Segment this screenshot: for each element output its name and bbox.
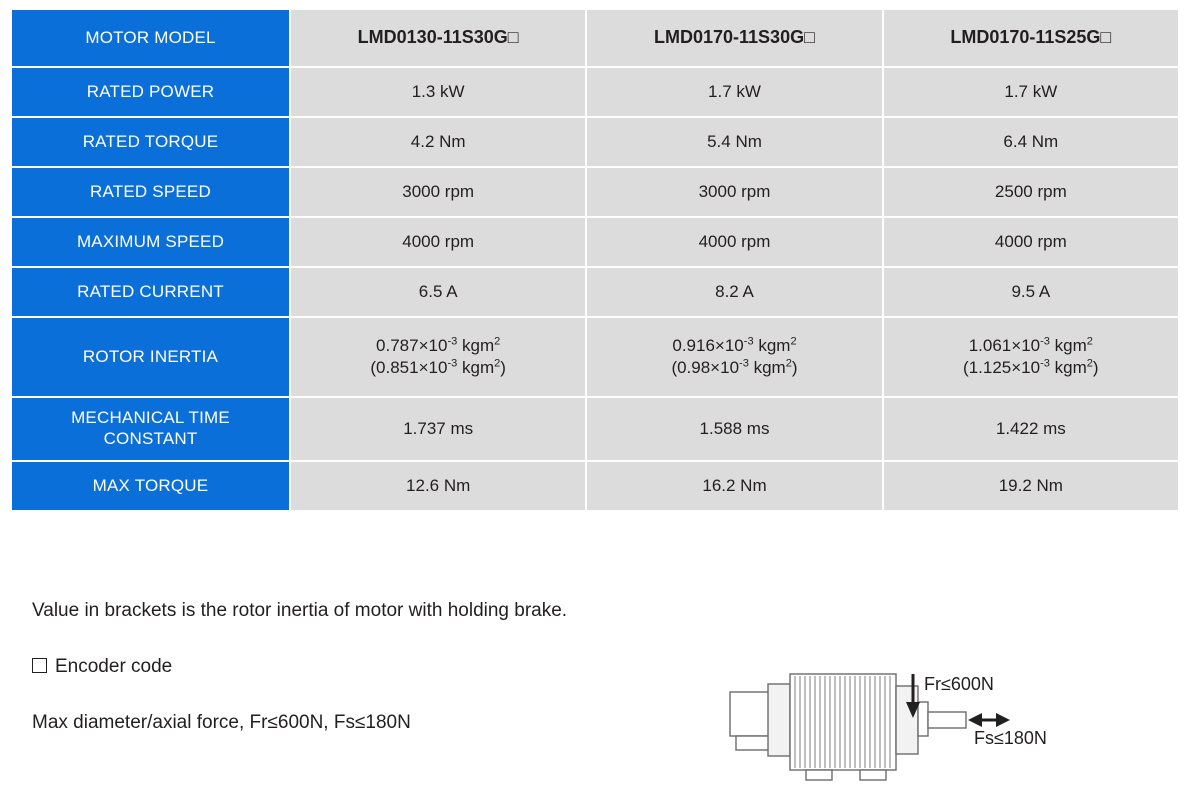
rotor-inertia-value-2: $0.916\times 10^{-3}$ kgm$^2$ bbox=[672, 335, 797, 355]
cell-rotor-inertia-1 bbox=[291, 318, 585, 396]
table-row bbox=[12, 118, 1178, 166]
cell-rated-speed-1: 3000 rpm bbox=[291, 168, 585, 216]
row-label-maximum-speed: MAXIMUM SPEED bbox=[12, 218, 289, 266]
row-label-rated-current: RATED CURRENT bbox=[12, 268, 289, 316]
cell-mechanical-time-3: 1.422 ms bbox=[884, 398, 1178, 460]
cell-maximum-speed-1: 4000 rpm bbox=[291, 218, 585, 266]
cell-rated-speed-2: 3000 rpm bbox=[587, 168, 881, 216]
square-placeholder-icon bbox=[32, 658, 47, 673]
table-row bbox=[12, 318, 1178, 396]
cell-max-torque-3: 19.2 Nm bbox=[884, 462, 1178, 510]
cell-rated-power-2: 1.7 kW bbox=[587, 68, 881, 116]
row-label-rated-speed: RATED SPEED bbox=[12, 168, 289, 216]
rotor-inertia-brake-value-1: ($0.851\times 10^{-3}$ kgm$^2$) bbox=[370, 357, 506, 377]
table-row bbox=[12, 218, 1178, 266]
rotor-inertia-value-3: $1.061\times 10^{-3}$ kgm$^2$ bbox=[968, 335, 1093, 355]
row-label-mechanical-time-constant bbox=[12, 398, 289, 460]
cell-motor-model-1: LMD0130-11S30G□ bbox=[291, 10, 585, 66]
table-row bbox=[12, 10, 1178, 66]
row-label-motor-model: MOTOR MODEL bbox=[12, 10, 289, 66]
rotor-inertia-brake-value-3: ($1.125\times 10^{-3}$ kgm$^2$) bbox=[963, 357, 1099, 377]
cell-maximum-speed-3: 4000 rpm bbox=[884, 218, 1178, 266]
cell-rated-power-3: 1.7 kW bbox=[884, 68, 1178, 116]
cell-motor-model-2: LMD0170-11S30G□ bbox=[587, 10, 881, 66]
mechanical-time-label-line1: MECHANICAL TIME bbox=[71, 408, 230, 428]
cell-rotor-inertia-3 bbox=[884, 318, 1178, 396]
cell-rated-current-1: 6.5 A bbox=[291, 268, 585, 316]
row-label-rated-power: RATED POWER bbox=[12, 68, 289, 116]
table-row bbox=[12, 462, 1178, 510]
note-force: Max diameter/axial force, Fr≤600N, Fs≤180N bbox=[32, 712, 411, 733]
table-row bbox=[12, 68, 1178, 116]
mechanical-time-label-line2: CONSTANT bbox=[103, 429, 198, 448]
cell-max-torque-1: 12.6 Nm bbox=[291, 462, 585, 510]
cell-max-torque-2: 16.2 Nm bbox=[587, 462, 881, 510]
table-row bbox=[12, 168, 1178, 216]
table-row bbox=[12, 398, 1178, 460]
motor-force-diagram bbox=[716, 668, 1176, 798]
cell-rated-current-2: 8.2 A bbox=[587, 268, 881, 316]
cell-mechanical-time-2: 1.588 ms bbox=[587, 398, 881, 460]
row-label-rotor-inertia: ROTOR INERTIA bbox=[12, 318, 289, 396]
row-label-max-torque: MAX TORQUE bbox=[12, 462, 289, 510]
notes-section bbox=[32, 600, 567, 734]
cell-rated-torque-3: 6.4 Nm bbox=[884, 118, 1178, 166]
cell-motor-model-3: LMD0170-11S25G□ bbox=[884, 10, 1178, 66]
cell-rated-power-1: 1.3 kW bbox=[291, 68, 585, 116]
axial-force-label: Fs≤180N bbox=[974, 728, 1047, 748]
cell-rated-speed-3: 2500 rpm bbox=[884, 168, 1178, 216]
cell-rated-torque-1: 4.2 Nm bbox=[291, 118, 585, 166]
rotor-inertia-value-1: $0.787\times 10^{-3}$ kgm$^2$ bbox=[376, 335, 501, 355]
row-label-rated-torque: RATED TORQUE bbox=[12, 118, 289, 166]
cell-maximum-speed-2: 4000 rpm bbox=[587, 218, 881, 266]
motor-specification-table bbox=[10, 8, 1180, 512]
cell-rated-torque-2: 5.4 Nm bbox=[587, 118, 881, 166]
note-bracket: Value in brackets is the rotor inertia of motor with holding brake. bbox=[32, 600, 568, 621]
cell-mechanical-time-1: 1.737 ms bbox=[291, 398, 585, 460]
rotor-inertia-brake-value-2: ($0.98\times 10^{-3}$ kgm$^2$) bbox=[671, 357, 798, 377]
table-row bbox=[12, 268, 1178, 316]
note-encoder bbox=[32, 656, 567, 678]
cell-rotor-inertia-2 bbox=[587, 318, 881, 396]
cell-rated-current-3: 9.5 A bbox=[884, 268, 1178, 316]
radial-force-label: Fr≤600N bbox=[924, 674, 994, 694]
note-encoder-label: Encoder code bbox=[55, 656, 173, 677]
